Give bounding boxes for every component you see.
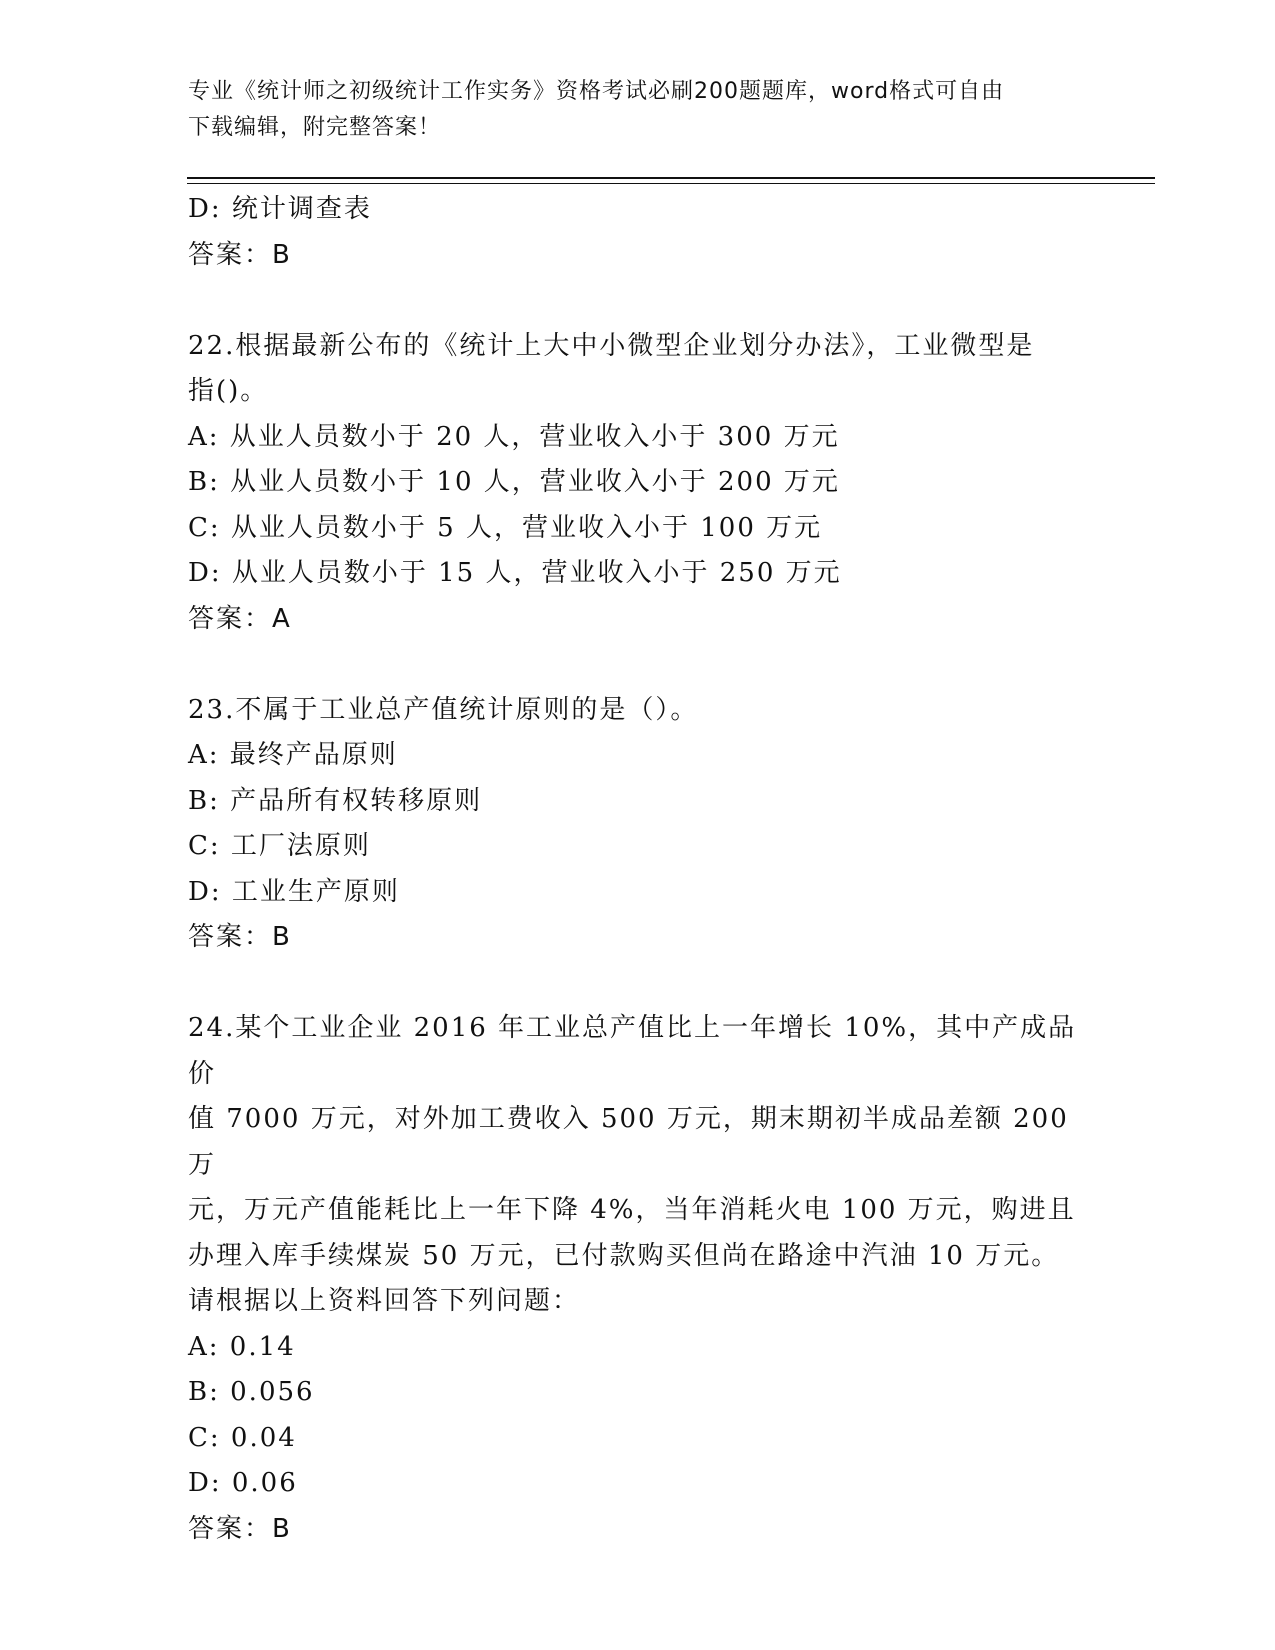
option-a: A: 0.14 — [188, 1331, 296, 1362]
question-22 — [188, 324, 1088, 643]
spacer — [188, 278, 1088, 324]
document-header — [188, 74, 1088, 146]
header-divider-thin — [187, 183, 1155, 184]
option-b: B: 从业人员数小于 10 人，营业收入小于 200 万元 — [188, 467, 840, 497]
header-line-2: 下载编辑，附完整答案！ — [188, 115, 442, 140]
question-stem: 22.根据最新公布的《统计上大中小微型企业划分办法》，工业微型是 — [188, 330, 1035, 361]
question-stem: 指()。 — [188, 376, 269, 406]
question-stem: 请根据以上资料回答下列问题： — [188, 1286, 581, 1316]
question-stem: 办理入库手续煤炭 50 万元，已付款购买但尚在路途中汽油 10 万元。 — [188, 1240, 1060, 1271]
option-d: D: 工业生产原则 — [188, 876, 400, 907]
option-d: D: 0.06 — [188, 1468, 298, 1498]
question-stem: 23.不属于工业总产值统计原则的是（）。 — [188, 694, 699, 725]
question-list — [188, 187, 1088, 1552]
option-a: A: 从业人员数小于 20 人，营业收入小于 300 万元 — [188, 421, 840, 452]
header-line-1: 专业《统计师之初级统计工作实务》资格考试必刷200题题库，word格式可自由 — [188, 79, 1005, 104]
option-a: A: 最终产品原则 — [188, 740, 398, 770]
question-stem: 值 7000 万元，对外加工费收入 500 万元，期末期初半成品差额 200 万 — [188, 1104, 1069, 1180]
option-c: C: 从业人员数小于 5 人，营业收入小于 100 万元 — [188, 512, 823, 543]
option-b: B: 产品所有权转移原则 — [188, 785, 483, 816]
answer-line: 答案：B — [188, 239, 292, 270]
question-21-tail — [188, 187, 1088, 278]
option-d: D: 从业人员数小于 15 人，营业收入小于 250 万元 — [188, 558, 842, 588]
option-b: B: 0.056 — [188, 1377, 315, 1407]
question-23 — [188, 688, 1088, 961]
answer-line: 答案：B — [188, 922, 292, 952]
option-c: C: 0.04 — [188, 1422, 297, 1453]
question-stem: 24.某个工业企业 2016 年工业总产值比上一年增长 10%，其中产成品价 — [188, 1013, 1077, 1089]
header-divider-thick — [187, 177, 1155, 179]
question-stem: 元，万元产值能耗比上一年下降 4%，当年消耗火电 100 万元，购进且 — [188, 1195, 1076, 1225]
answer-line: 答案：A — [188, 603, 292, 634]
spacer — [188, 961, 1088, 1007]
question-24 — [188, 1006, 1088, 1552]
spacer — [188, 642, 1088, 688]
option-d: D: 统计调查表 — [188, 194, 372, 224]
answer-line: 答案：B — [188, 1513, 292, 1544]
option-c: C: 工厂法原则 — [188, 831, 371, 861]
